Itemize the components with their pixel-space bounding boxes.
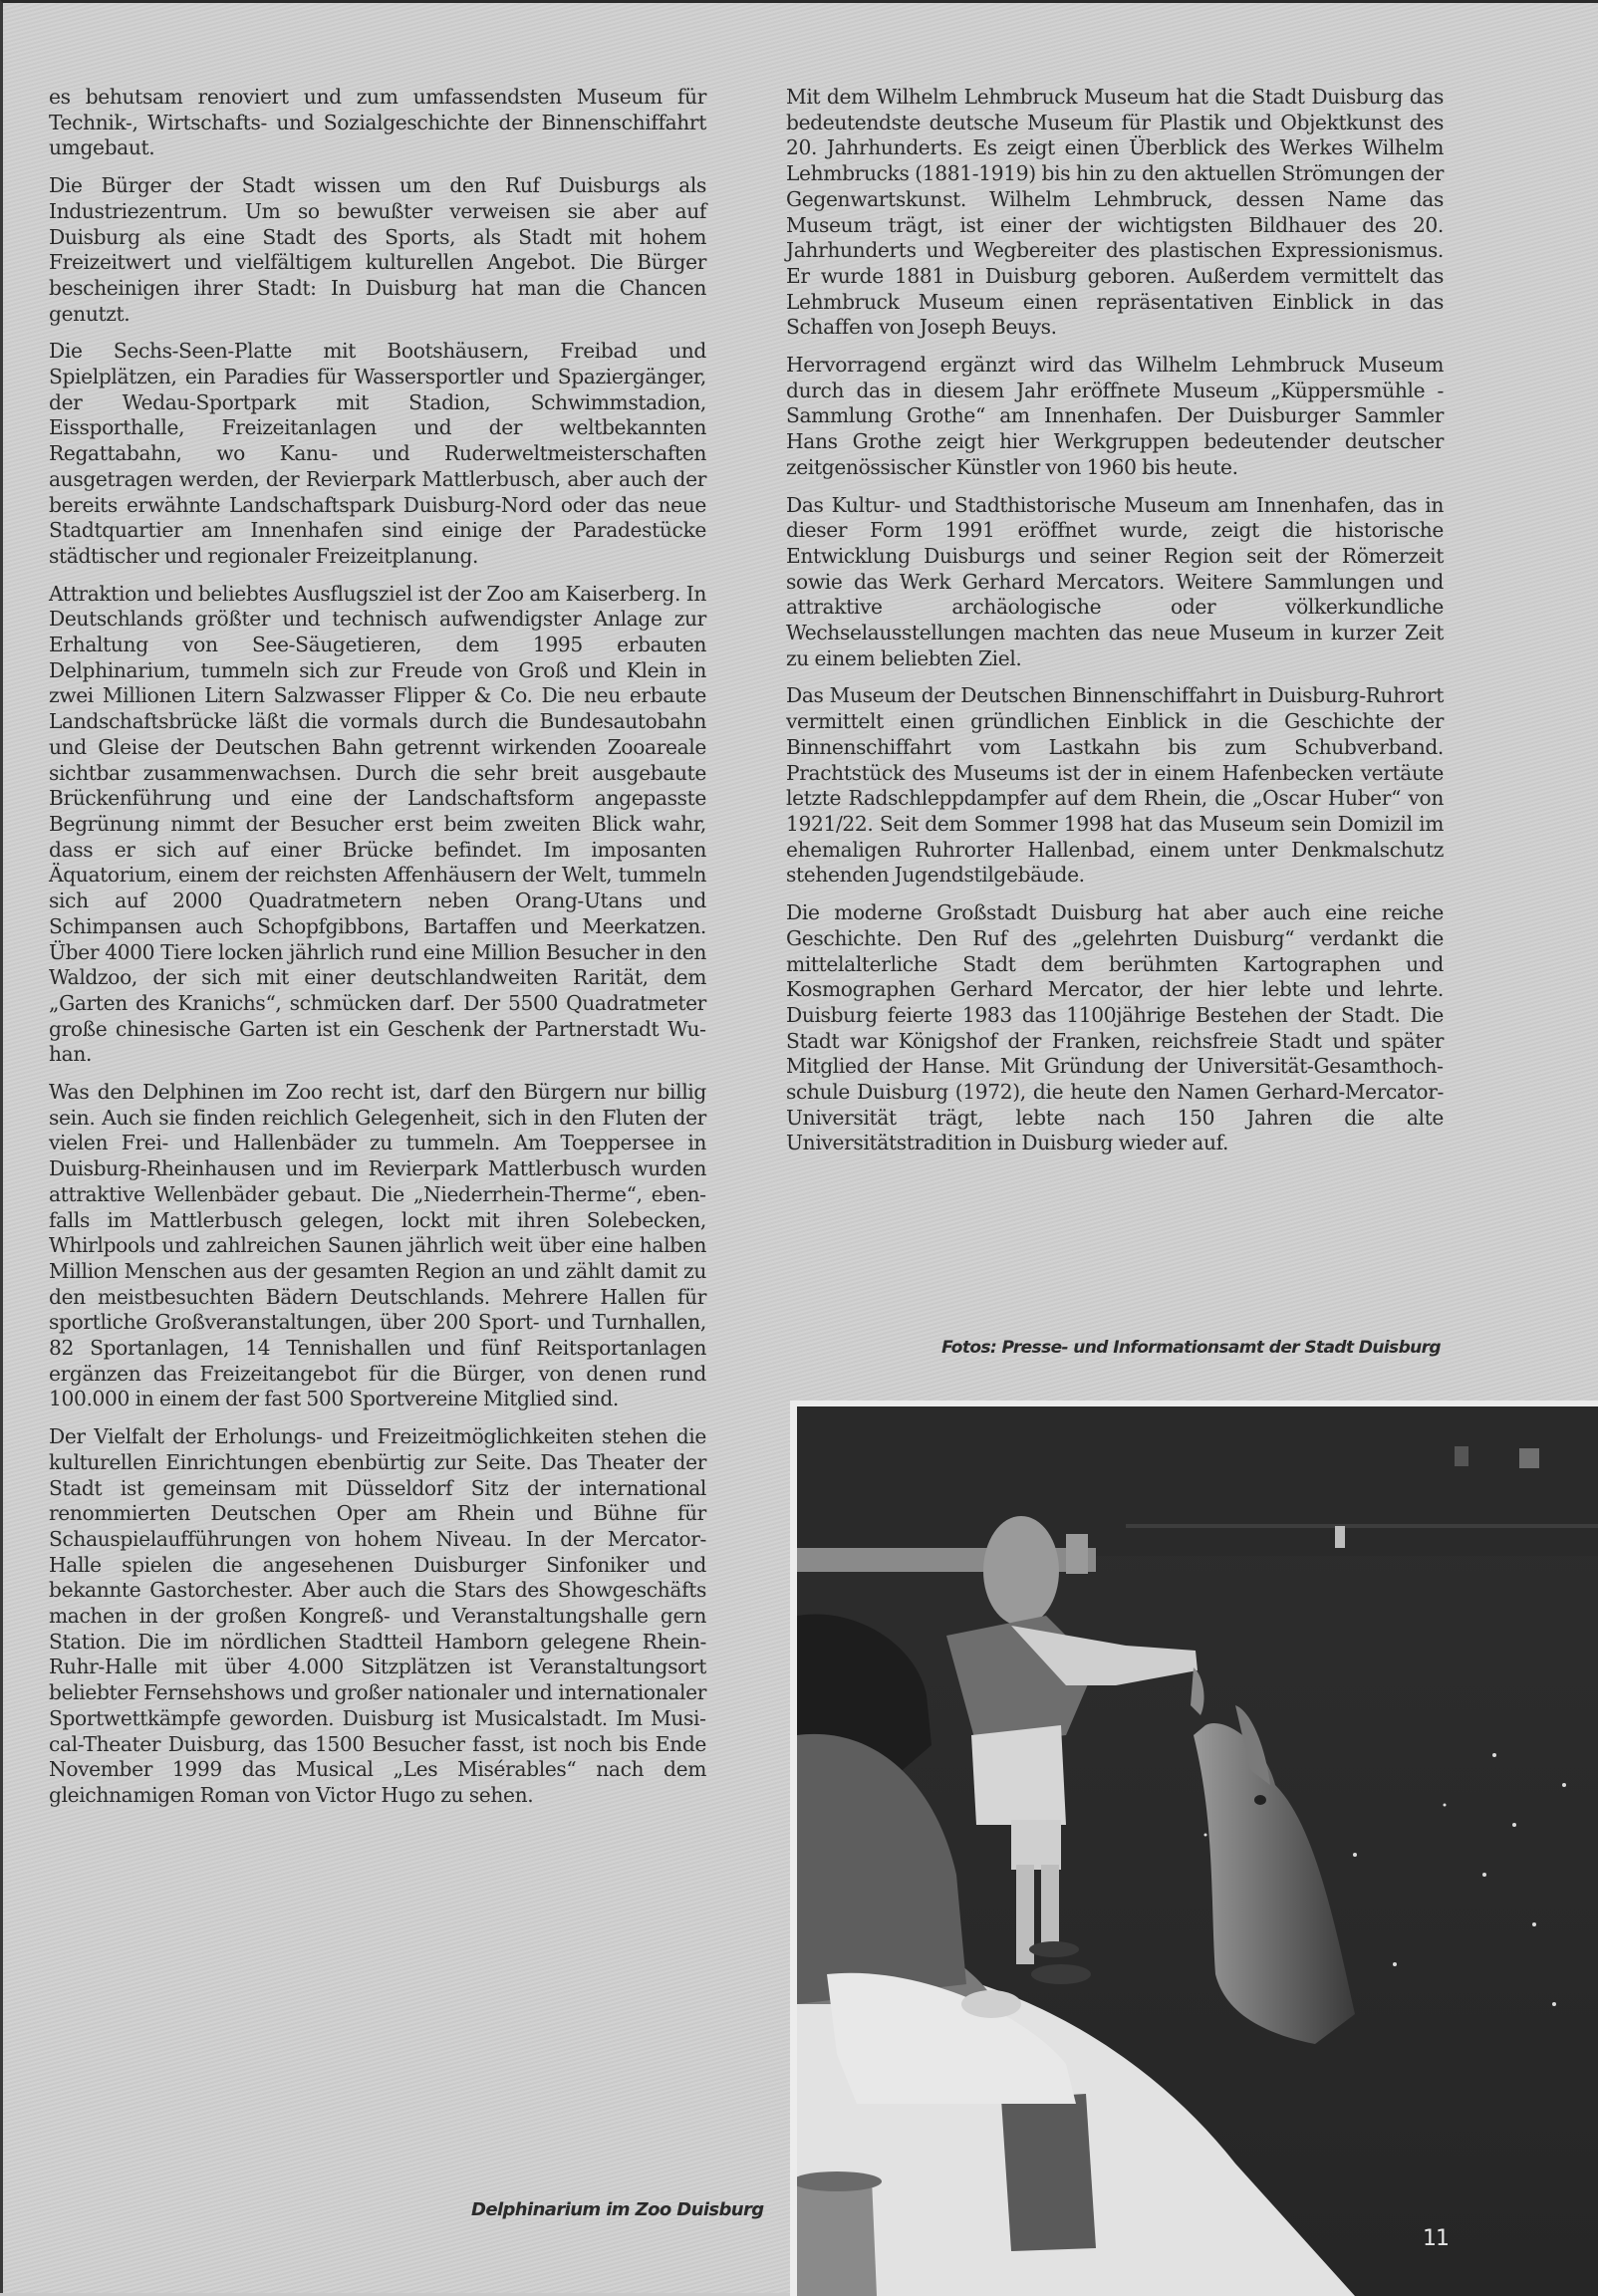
paragraph: Die moderne Großstadt Duisburg hat aber auch eine reiche Geschichte. Den Ruf des „gelehrten Duisburg“ verdankt die mittelalterliche Stadt dem berühmten Kartographen und Kosmographen Gerhard Mercator, der hier lebte und lehrte. Duisburg feierte 1983 das 1100jährige Bestehen der Stadt. Die Stadt war Königshof der Franken, reichsfreie Stadt und später Mitglied der Hanse. Mit Gründung der Universität-Gesamthochschule Duisburg (1972), die heute den Namen Gerhard-Mercator-Universität trägt, lebte nach 150 Jahren die alte Universitätstradition in Duisburg wieder auf. bbox=[786, 900, 1444, 1155]
page-number: 11 bbox=[1423, 2226, 1449, 2251]
photo-caption: Delphinarium im Zoo Duisburg bbox=[471, 2199, 764, 2220]
dolphin-photo-illustration bbox=[797, 1406, 1598, 2296]
photo-credit: Fotos: Presse- und Informationsamt der Stadt Duisburg bbox=[941, 1338, 1441, 1358]
dolphin-photo bbox=[797, 1406, 1598, 2296]
paragraph: Das Kultur- und Stadthistorische Museum am Innenhafen, das in dieser Form 1991 eröffnet wurde, zeigt die historische Entwicklung Duisburgs und seiner Region seit der Römerzeit sowie das Werk Gerhard Mercators. Weitere Sammlungen und attraktive archäologische oder völkerkundliche Wechselausstellungen machten das neue Museum in kurzer Zeit zu einem beliebten Ziel. bbox=[786, 492, 1444, 670]
paragraph: Die Bürger der Stadt wissen um den Ruf Duisburgs als Industriezentrum. Um so bewußter verweisen sie aber auf Duisburg als eine Stadt des Sports, als Stadt mit hohem Freizeitwert und vielfältigem kulturellen Angebot. Die Bürger bescheinigen ihrer Stadt: In Duisburg hat man die Chancen genutzt. bbox=[49, 173, 706, 326]
left-text-column bbox=[49, 85, 706, 1821]
paragraph: Das Museum der Deutschen Binnenschiffahrt in Duisburg-Ruhrort vermittelt einen gründlichen Einblick in die Geschichte der Binnenschiffahrt vom Lastkahn bis zum Schubverband. Prachtstück des Museums ist der in einem Hafenbecken vertäute letzte Radschleppdampfer auf dem Rhein, die „Oscar Huber“ von 1921/22. Seit dem Sommer 1998 hat das Museum sein Domizil im ehemaligen Ruhrorter Hallenbad, einem unter Denkmalschutz stehenden Jugendstilgebäude. bbox=[786, 683, 1444, 888]
paragraph: es behutsam renoviert und zum umfassendsten Museum für Technik-, Wirtschafts- und Sozialgeschichte der Binnenschiffahrt umgebaut. bbox=[49, 85, 706, 160]
paragraph: Der Vielfalt der Erholungs- und Freizeitmöglichkeiten stehen die kulturellen Einrichtungen ebenbürtig zur Seite. Das Theater der Stadt ist gemeinsam mit Düsseldorf Sitz der international renommierten Deutschen Oper am Rhein und Bühne für Schauspielaufführungen von hohem Niveau. In der Mercator-Halle spielen die angesehenen Duisburger Sinfoniker und bekannte Gastorchester. Aber auch die Stars des Showgeschäfts machen in der großen Kongreß- und Veranstaltungshalle gern Station. Die im nördlichen Stadtteil Hamborn gelegene Rhein-Ruhr-Halle mit über 4.000 Sitzplätzen ist Veranstaltungsort beliebter Fernsehshows und großer nationaler und internationaler Sportwettkämpfe geworden. Duisburg ist Musicalstadt. Im Musical-Theater Duisburg, das 1500 Besucher fasst, ist noch bis Ende November 1999 das Musical „Les Misérables“ nach dem gleichnamigen Roman von Victor Hugo zu sehen. bbox=[49, 1424, 706, 1807]
paragraph: Hervorragend ergänzt wird das Wilhelm Lehmbruck Museum durch das in diesem Jahr eröffnete Museum „Küppersmühle - Sammlung Grothe“ am Innenhafen. Der Duisburger Sammler Hans Grothe zeigt hier Werkgruppen bedeutender deutscher zeitgenössischer Künstler von 1960 bis heute. bbox=[786, 353, 1444, 479]
paragraph: Was den Delphinen im Zoo recht ist, darf den Bürgern nur billig sein. Auch sie finden reichlich Gelegenheit, sich in den Fluten der vielen Frei- und Hallenbäder zu tummeln. Am Toeppersee in Duisburg-Rheinhausen und im Revierpark Mattlerbusch wurden attraktive Wellenbäder gebaut. Die „Niederrhein-Therme“, ebenfalls im Mattlerbusch gelegen, lockt mit ihren Solebecken, Whirlpools und zahlreichen Saunen jährlich weit über eine halben Million Menschen aus der gesamten Region an und zählt damit zu den meistbesuchten Bädern Deutschlands. Mehrere Hallen für sportliche Großveranstaltungen, über 200 Sport- und Turnhallen, 82 Sportanlagen, 14 Tennishallen und fünf Reitsportanlagen ergänzen das Freizeitangebot für die Bürger, von denen rund 100.000 in einem der fast 500 Sportvereine Mitglied sind. bbox=[49, 1080, 706, 1411]
paragraph: Mit dem Wilhelm Lehmbruck Museum hat die Stadt Duisburg das bedeutendste deutsche Museum für Plastik und Objektkunst des 20. Jahrhunderts. Es zeigt einen Überblick des Werkes Wilhelm Lehmbrucks (1881-1919) bis hin zu den aktuellen Strömungen der Gegenwartskunst. Wilhelm Lehmbruck, dessen Name das Museum trägt, ist einer der wichtigsten Bildhauer des 20. Jahrhunderts und Wegbereiter des plastischen Expressionismus. Er wurde 1881 in Duisburg geboren. Außerdem vermittelt das Lehmbruck Museum einen repräsentativen Einblick in das Schaffen von Joseph Beuys. bbox=[786, 85, 1444, 340]
right-text-column bbox=[786, 85, 1444, 1168]
paragraph: Attraktion und beliebtes Ausflugsziel ist der Zoo am Kaiserberg. In Deutschlands größter und technisch aufwendigster Anlage zur Erhaltung von See-Säugetieren, dem 1995 erbauten Delphinarium, tummeln sich zur Freude von Groß und Klein in zwei Millionen Litern Salzwasser Flipper & Co. Die neu erbaute Landschaftsbrücke läßt die vormals durch die Bundesautobahn und Gleise der Deutschen Bahn getrennt wirkenden Zooareale sichtbar zusammenwachsen. Durch die sehr breit ausgebaute Brückenführung und eine der Landschaftsform angepasste Begrünung nimmt der Besucher erst beim zweiten Blick wahr, dass er sich auf einer Brücke befindet. Im imposanten Äquatorium, einem der reichsten Affenhäusern der Welt, tummeln sich auf 2000 Quadratmetern neben Orang-Utans und Schimpansen auch Schopfgibbons, Bartaffen und Meerkatzen. Über 4000 Tiere locken jährlich rund eine Million Besucher in den Waldzoo, der sich mit einer deutschlandweiten Rarität, dem „Garten des Kranichs“, schmücken darf. Der 5500 Quadratmeter große chinesische Garten ist ein Geschenk der Partnerstadt Wuhan. bbox=[49, 581, 706, 1067]
paragraph: Die Sechs-Seen-Platte mit Bootshäusern, Freibad und Spielplätzen, ein Paradies für Wassersportler und Spaziergänger, der Wedau-Sportpark mit Stadion, Schwimmstadion, Eissporthalle, Freizeitanlagen und der weltbekannten Regattabahn, wo Kanu- und Ruderweltmeisterschaften ausgetragen werden, der Revierpark Mattlerbusch, aber auch der bereits erwähnte Landschaftspark Duisburg-Nord oder das neue Stadtquartier am Innenhafen sind einige der Paradestücke städtischer und regionaler Freizeitplanung. bbox=[49, 339, 706, 568]
